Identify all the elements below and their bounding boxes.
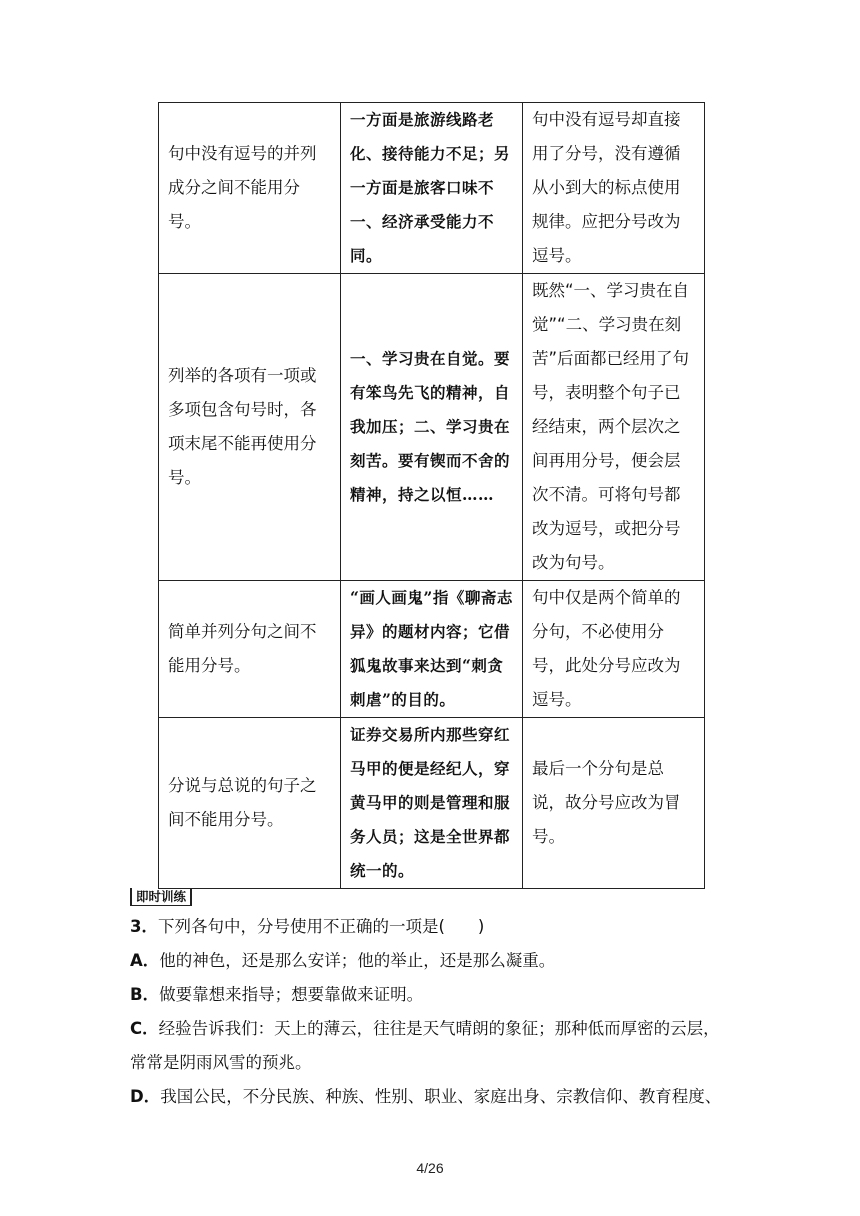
- question-number: 3．: [130, 917, 158, 936]
- rule-cell: 分说与总说的句子之间不能用分号。: [159, 718, 341, 889]
- table-row: [159, 274, 705, 581]
- option-a: [130, 944, 730, 978]
- table-row: [159, 103, 705, 274]
- punctuation-rules-table: [158, 102, 705, 889]
- option-text: 他的神色，还是那么安详；他的举止，还是那么凝重。: [159, 951, 556, 970]
- option-text: 我国公民，不分民族、种族、性别、职业、家庭出身、宗教信仰、教育程度、: [160, 1087, 722, 1106]
- option-text: 做要靠想来指导；想要靠做来证明。: [159, 985, 424, 1004]
- analysis-cell: 既然“一、学习贵在自觉”“二、学习贵在刻苦”后面都已经用了句号，表明整个句子已经结束，两个层次之间再用分号，便会层次不清。可将句号都改为逗号，或把分号改为句号。: [523, 274, 705, 581]
- page-number: 4/26: [416, 1160, 444, 1176]
- question-text: 下列各句中，分号使用不正确的一项是( ): [157, 917, 485, 936]
- training-label: 即时训练: [130, 888, 192, 906]
- analysis-cell: 句中没有逗号却直接用了分号，没有遵循从小到大的标点使用规律。应把分号改为逗号。: [523, 103, 705, 274]
- example-cell: “画人画鬼”指《聊斋志异》的题材内容；它借狐鬼故事来达到“刺贪刺虐”的目的。: [341, 581, 523, 718]
- example-cell: 证券交易所内那些穿红马甲的便是经纪人，穿黄马甲的则是管理和服务人员；这是全世界都统一的。: [341, 718, 523, 889]
- analysis-cell: 句中仅是两个简单的分句，不必使用分号，此处分号应改为逗号。: [523, 581, 705, 718]
- option-letter: A．: [130, 951, 160, 970]
- analysis-cell: 最后一个分句是总说，故分号应改为冒号。: [523, 718, 705, 889]
- table-row: [159, 581, 705, 718]
- rule-cell: 列举的各项有一项或多项包含句号时，各项末尾不能再使用分号。: [159, 274, 341, 581]
- option-c: [130, 1012, 730, 1080]
- rule-cell: 简单并列分句之间不能用分号。: [159, 581, 341, 718]
- table-row: [159, 718, 705, 889]
- example-cell: 一、学习贵在自觉。要有笨鸟先飞的精神，自我加压；二、学习贵在刻苦。要有锲而不舍的精神，持之以恒……: [341, 274, 523, 581]
- option-letter: D．: [130, 1087, 161, 1106]
- option-d: [130, 1080, 730, 1114]
- question-stem: [130, 910, 730, 944]
- option-b: [130, 978, 730, 1012]
- example-cell: 一方面是旅游线路老化、接待能力不足；另一方面是旅客口味不一、经济承受能力不同。: [341, 103, 523, 274]
- rule-cell: 句中没有逗号的并列成分之间不能用分号。: [159, 103, 341, 274]
- option-letter: B．: [130, 985, 160, 1004]
- option-letter: C．: [130, 1019, 159, 1038]
- option-text: 经验告诉我们：天上的薄云，往往是天气晴朗的象征；那种低而厚密的云层，常常是阴雨风雪的预兆。: [130, 1019, 720, 1072]
